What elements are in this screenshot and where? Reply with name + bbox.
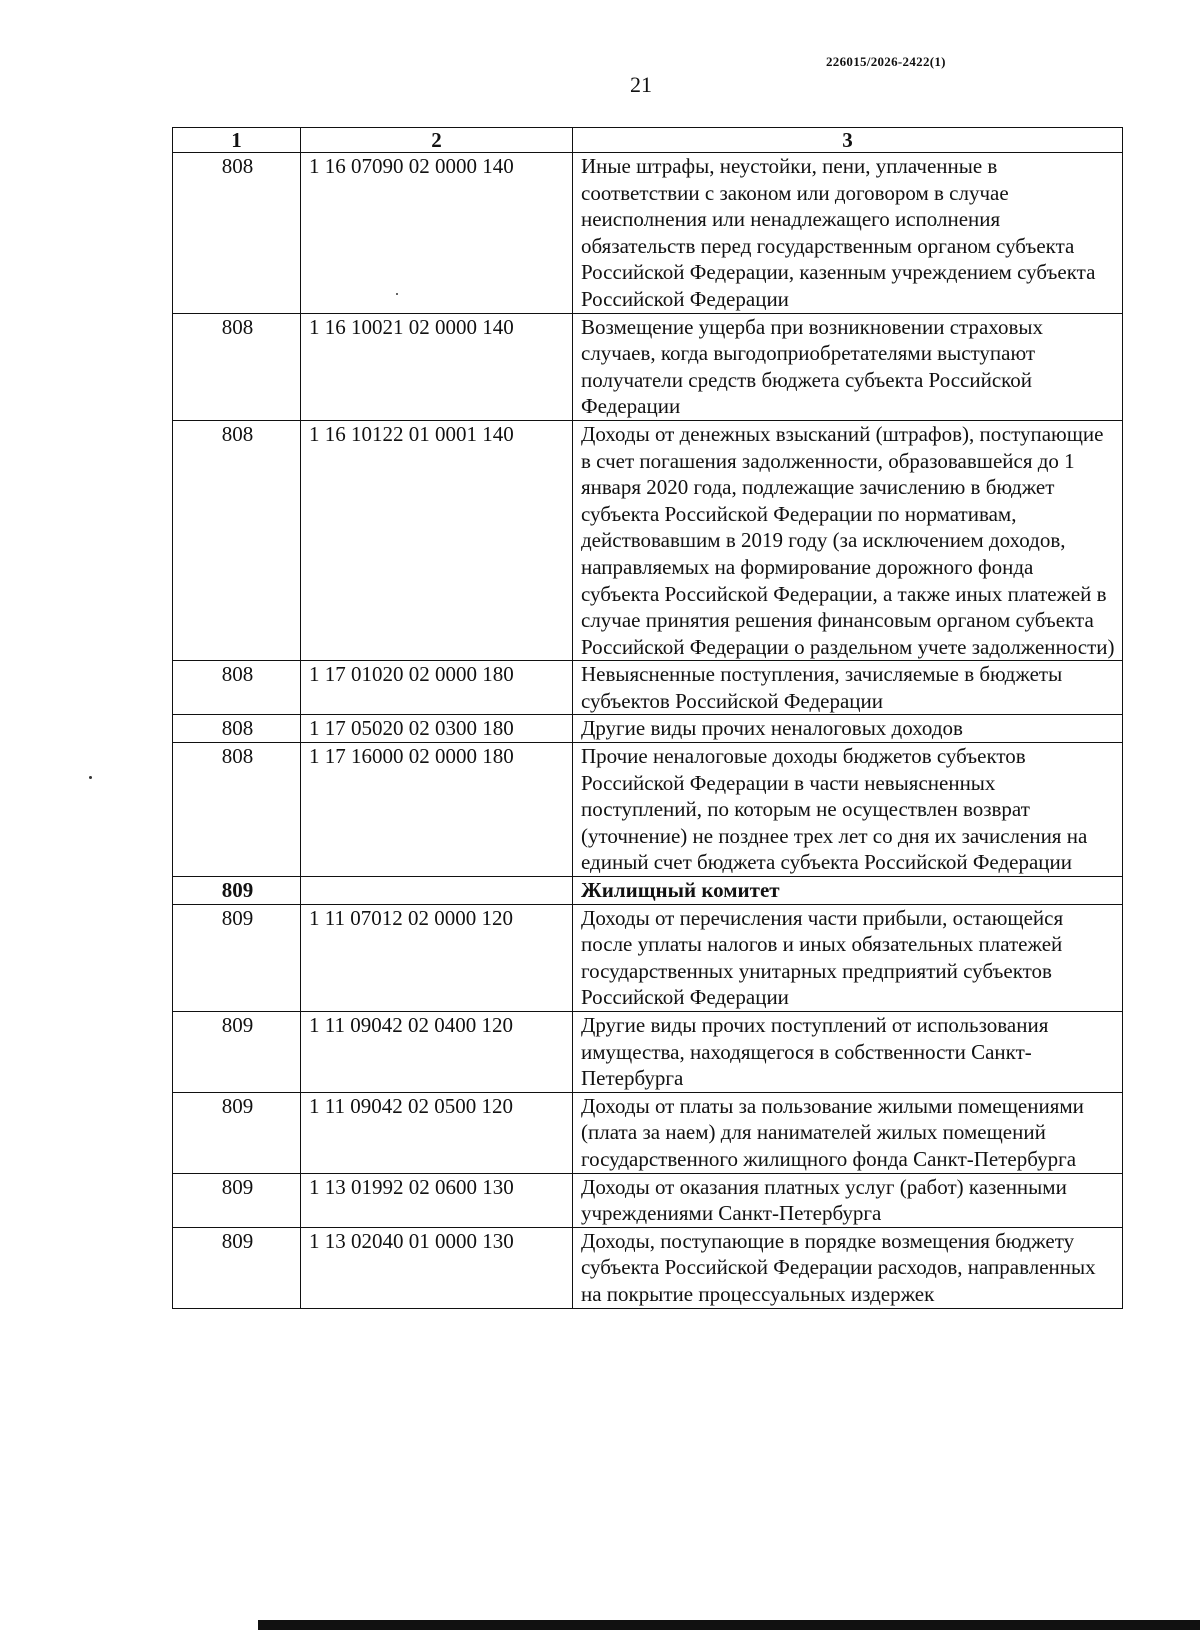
admin-code-cell: 809 — [173, 904, 301, 1011]
revenue-name-cell: Доходы от оказания платных услуг (работ) казенными учреждениями Санкт-Петербурга — [573, 1173, 1123, 1227]
revenue-code-cell: 1 11 09042 02 0500 120 — [301, 1092, 573, 1173]
admin-code-cell: 809 — [173, 1227, 301, 1308]
table-row — [173, 1173, 1123, 1227]
revenue-name-cell: Иные штрафы, неустойки, пени, уплаченные в соответствии с законом или договором в случае неисполнения или ненадлежащего исполнения обязательств перед государственным органом субъекта Российской Федерации, казенным учреждением субъекта Российской Федерации — [573, 153, 1123, 314]
revenue-code-cell: 1 11 07012 02 0000 120 — [301, 904, 573, 1011]
scan-bottom-edge — [258, 1620, 1200, 1630]
table-row — [173, 661, 1123, 715]
table-row — [173, 313, 1123, 420]
page-number: 21 — [630, 72, 652, 97]
admin-code-cell: 808 — [173, 313, 301, 420]
table-row — [173, 1092, 1123, 1173]
revenue-code-cell: 1 16 10122 01 0001 140 — [301, 420, 573, 660]
admin-code-cell: 809 — [173, 1173, 301, 1227]
admin-code-cell: 808 — [173, 743, 301, 877]
admin-code-cell: 808 — [173, 661, 301, 715]
revenue-name-cell: Возмещение ущерба при возникновении страховых случаев, когда выгодоприобретателями выступают получатели средств бюджета субъекта Российской Федерации — [573, 313, 1123, 420]
revenue-name-cell: Прочие неналоговые доходы бюджетов субъектов Российской Федерации в части невыясненных поступлений, по которым не осуществлен возврат (уточнение) не позднее трех лет со дня их зачисления на единый счет бюджета субъекта Российской Федерации — [573, 743, 1123, 877]
scan-speck — [396, 293, 398, 295]
revenue-code-cell: 1 16 10021 02 0000 140 — [301, 313, 573, 420]
revenue-name-cell: Жилищный комитет — [573, 877, 1123, 905]
revenue-name-cell: Доходы от перечисления части прибыли, остающейся после уплаты налогов и иных обязательных платежей государственных унитарных предприятий субъектов Российской Федерации — [573, 904, 1123, 1011]
table-header — [173, 128, 1123, 153]
table-row — [173, 153, 1123, 314]
document-registration-code: 226015/2026-2422(1) — [826, 54, 946, 69]
table-body — [173, 153, 1123, 1309]
revenue-code-cell: 1 13 02040 01 0000 130 — [301, 1227, 573, 1308]
admin-code-cell: 809 — [173, 1092, 301, 1173]
revenue-codes-table — [172, 127, 1123, 1309]
admin-code-cell: 809 — [173, 1012, 301, 1093]
revenue-name-cell: Другие виды прочих неналоговых доходов — [573, 715, 1123, 743]
revenue-code-cell: 1 17 01020 02 0000 180 — [301, 661, 573, 715]
admin-code-cell: 809 — [173, 877, 301, 905]
revenue-name-cell: Доходы от платы за пользование жилыми помещениями (плата за наем) для нанимателей жилых помещений государственного жилищного фонда Санкт-Петербурга — [573, 1092, 1123, 1173]
column-header-3: 3 — [573, 128, 1123, 153]
revenue-code-cell: 1 16 07090 02 0000 140 — [301, 153, 573, 314]
revenue-code-cell: 1 11 09042 02 0400 120 — [301, 1012, 573, 1093]
revenue-name-cell: Доходы от денежных взысканий (штрафов), поступающие в счет погашения задолженности, образовавшейся до 1 января 2020 года, подлежащие зачислению в бюджет субъекта Российской Федерации по нормативам, действовавшим в 2019 году (за исключением доходов, направляемых на формирование дорожного фонда субъекта Российской Федерации, а также иных платежей в случае принятия решения финансовым органом субъекта Российской Федерации о раздельном учете задолженности) — [573, 420, 1123, 660]
revenue-code-cell: 1 17 16000 02 0000 180 — [301, 743, 573, 877]
revenue-name-cell: Доходы, поступающие в порядке возмещения бюджету субъекта Российской Федерации расходов, направленных на покрытие процессуальных издержек — [573, 1227, 1123, 1308]
admin-code-cell: 808 — [173, 715, 301, 743]
table-row — [173, 420, 1123, 660]
revenue-name-cell: Другие виды прочих поступлений от использования имущества, находящегося в собственности Санкт-Петербурга — [573, 1012, 1123, 1093]
admin-code-cell: 808 — [173, 153, 301, 314]
revenue-code-cell: 1 17 05020 02 0300 180 — [301, 715, 573, 743]
revenue-name-cell: Невыясненные поступления, зачисляемые в бюджеты субъектов Российской Федерации — [573, 661, 1123, 715]
table-row — [173, 904, 1123, 1011]
admin-code-cell: 808 — [173, 420, 301, 660]
revenue-code-cell — [301, 877, 573, 905]
table-row — [173, 1012, 1123, 1093]
column-header-1: 1 — [173, 128, 301, 153]
revenue-code-cell: 1 13 01992 02 0600 130 — [301, 1173, 573, 1227]
section-row — [173, 877, 1123, 905]
column-header-2: 2 — [301, 128, 573, 153]
scan-speck — [89, 776, 92, 779]
table-row — [173, 743, 1123, 877]
table-row — [173, 715, 1123, 743]
table-row — [173, 1227, 1123, 1308]
